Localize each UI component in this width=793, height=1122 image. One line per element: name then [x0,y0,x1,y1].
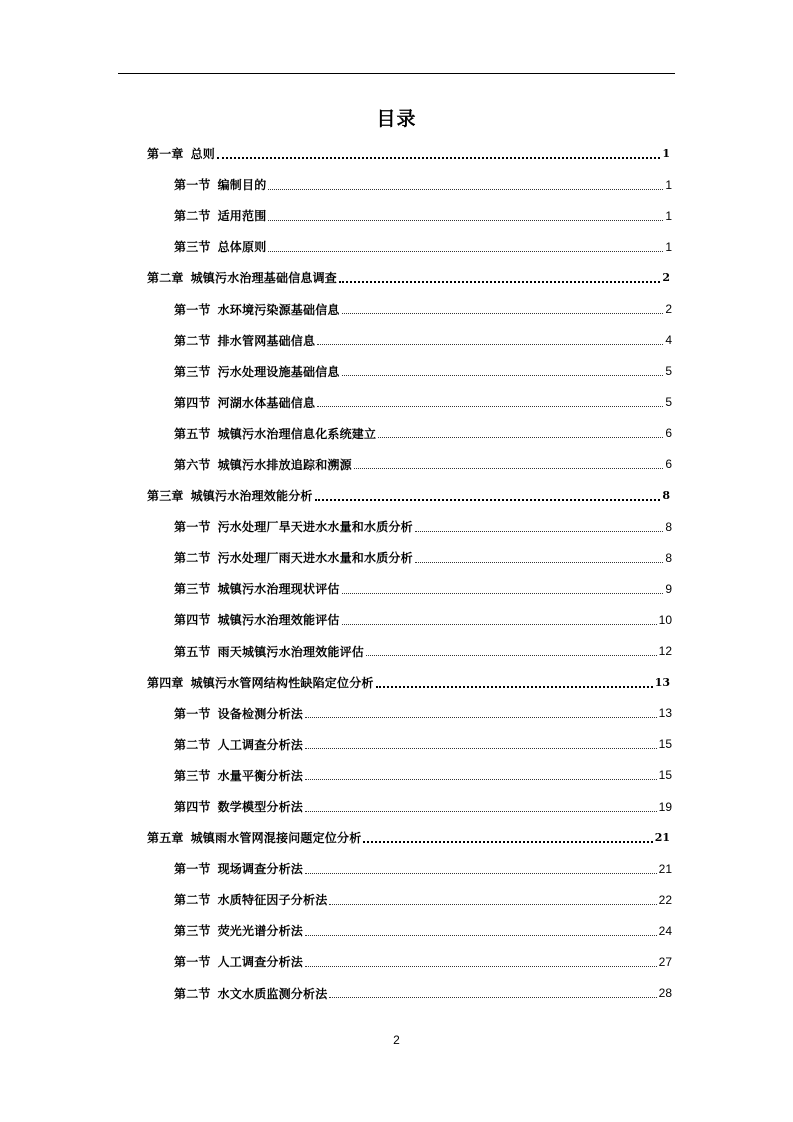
toc-entry-page: 10 [658,612,672,627]
toc-section-entry[interactable] [0,542,793,573]
toc-section-entry[interactable] [0,636,793,667]
dot-leader [268,188,663,190]
dot-leader [305,747,657,749]
toc-entry-number: 第六节 [174,457,211,472]
toc-entry-title: 污水处理厂旱天进水水量和水质分析 [217,520,413,535]
toc-entry-number: 第四节 [174,395,211,410]
toc-entry-page: 1 [662,147,670,161]
table-of-contents [0,138,793,1009]
toc-entry-label [174,456,352,473]
toc-entry-label [147,829,361,846]
toc-chapter-entry[interactable] [0,480,793,511]
toc-entry-number: 第五节 [174,426,211,441]
toc-entry-label [174,425,376,442]
toc-entry-label [147,674,374,691]
toc-entry-label [174,332,315,349]
toc-entry-page: 1 [665,208,672,223]
toc-entry-title: 编制目的 [217,178,267,193]
dot-leader [342,374,664,376]
toc-entry-title: 雨天城镇污水治理效能评估 [217,644,365,659]
toc-entry-number: 第二章 [147,271,184,286]
toc-entry-page: 5 [665,364,672,379]
toc-entry-label [174,953,303,970]
toc-entry-number: 第三章 [147,489,184,504]
toc-entry-label [174,767,303,784]
toc-section-entry[interactable] [0,978,793,1009]
dot-leader [342,592,664,594]
toc-section-entry[interactable] [0,915,793,946]
toc-entry-title: 城镇污水排放追踪和溯源 [217,457,352,472]
toc-entry-page: 5 [665,395,672,410]
toc-entry-title: 城镇污水管网结构性缺陷定位分析 [190,675,374,690]
toc-entry-number: 第四节 [174,613,211,628]
toc-entry-page: 4 [665,333,672,348]
toc-entry-label [147,487,313,504]
dot-leader [366,654,657,656]
toc-section-entry[interactable] [0,853,793,884]
toc-entry-title: 城镇雨水管网混接问题定位分析 [190,831,362,846]
toc-entry-title: 河湖水体基础信息 [217,395,316,410]
toc-entry-page: 12 [658,644,672,659]
dot-leader [415,561,664,563]
toc-entry-page: 13 [654,675,670,689]
toc-section-entry[interactable] [0,698,793,729]
toc-entry-number: 第五章 [147,831,184,846]
toc-entry-page: 28 [658,986,672,1001]
toc-entry-number: 第一节 [174,706,211,721]
toc-entry-number: 第一节 [174,955,211,970]
dot-leader [305,716,657,718]
dot-leader [315,498,661,501]
toc-entry-page: 6 [665,457,672,472]
dot-leader [305,934,657,936]
page-title: 目录 [376,108,417,130]
toc-entry-page: 27 [658,954,672,969]
dot-leader [329,903,656,905]
toc-section-entry[interactable] [0,946,793,977]
dot-leader [354,467,664,469]
toc-section-entry[interactable] [0,449,793,480]
toc-chapter-entry[interactable] [0,667,793,698]
toc-entry-number: 第一章 [147,147,184,162]
toc-entry-number: 第一节 [174,862,211,877]
toc-entry-number: 第三节 [174,924,211,939]
toc-entry-page: 9 [665,581,672,596]
dot-leader [305,810,657,812]
toc-entry-page: 21 [654,831,670,845]
toc-entry-label [174,922,303,939]
toc-entry-title: 水文水质监测分析法 [217,986,328,1001]
toc-section-entry[interactable] [0,729,793,760]
toc-entry-title: 城镇污水治理效能评估 [217,613,340,628]
dot-leader [363,840,652,843]
toc-entry-page: 8 [665,519,672,534]
toc-section-entry[interactable] [0,418,793,449]
toc-entry-label [174,207,266,224]
toc-entry-title: 适用范围 [217,209,267,224]
toc-entry-page: 21 [658,861,672,876]
toc-entry-page: 6 [665,426,672,441]
dot-leader [415,530,664,532]
toc-entry-number: 第三节 [174,364,211,379]
toc-entry-title: 人工调查分析法 [217,737,304,752]
dot-leader [317,405,663,407]
toc-section-entry[interactable] [0,200,793,231]
toc-entry-title: 荧光光谱分析法 [217,924,304,939]
toc-entry-page: 15 [658,737,672,752]
toc-entry-page: 15 [658,768,672,783]
toc-entry-page: 1 [665,239,672,254]
toc-entry-title: 污水处理设施基础信息 [217,364,340,379]
dot-leader [217,156,660,159]
header-rule [118,73,675,74]
toc-section-entry[interactable] [0,169,793,200]
toc-section-entry[interactable] [0,387,793,418]
toc-entry-number: 第三节 [174,582,211,597]
toc-entry-number: 第三节 [174,768,211,783]
toc-section-entry[interactable] [0,884,793,915]
toc-entry-label [147,269,337,286]
dot-leader [329,996,656,998]
toc-entry-label [174,643,364,660]
toc-entry-page: 2 [662,271,670,285]
dot-leader [305,872,657,874]
toc-section-entry[interactable] [0,231,793,262]
toc-entry-label [174,985,327,1002]
toc-entry-title: 人工调查分析法 [217,955,304,970]
dot-leader [342,312,664,314]
toc-entry-title: 城镇污水治理现状评估 [217,582,340,597]
dot-leader [339,280,660,283]
toc-section-entry[interactable] [0,511,793,542]
toc-entry-label [174,394,315,411]
toc-section-entry[interactable] [0,760,793,791]
toc-entry-page: 1 [665,177,672,192]
toc-entry-title: 总则 [190,147,216,162]
toc-entry-label [174,611,340,628]
page-number: 2 [393,1033,400,1047]
toc-entry-number: 第二节 [174,893,211,908]
toc-entry-number: 第三节 [174,240,211,255]
toc-section-entry[interactable] [0,791,793,822]
toc-entry-label [174,705,303,722]
toc-entry-label [174,518,413,535]
toc-entry-number: 第一节 [174,520,211,535]
dot-leader [342,623,657,625]
toc-chapter-entry[interactable] [0,138,793,169]
toc-section-entry[interactable] [0,325,793,356]
toc-entry-number: 第一节 [174,302,211,317]
toc-entry-title: 污水处理厂雨天进水水量和水质分析 [217,551,413,566]
toc-entry-number: 第一节 [174,178,211,193]
toc-entry-label [147,145,215,162]
toc-entry-number: 第二节 [174,737,211,752]
dot-leader [317,343,663,345]
toc-entry-label [174,363,340,380]
dot-leader [268,219,663,221]
toc-entry-page: 22 [658,892,672,907]
toc-entry-title: 数学模型分析法 [217,800,304,815]
toc-entry-label [174,549,413,566]
toc-section-entry[interactable] [0,293,793,324]
toc-entry-title: 水量平衡分析法 [217,768,304,783]
toc-entry-number: 第二节 [174,209,211,224]
dot-leader [305,778,657,780]
toc-entry-number: 第四章 [147,675,184,690]
toc-entry-title: 现场调查分析法 [217,862,304,877]
toc-entry-number: 第四节 [174,800,211,815]
toc-entry-label [174,580,340,597]
toc-entry-label [174,176,266,193]
toc-section-entry[interactable] [0,573,793,604]
toc-section-entry[interactable] [0,356,793,387]
dot-leader [376,685,653,688]
toc-section-entry[interactable] [0,604,793,635]
toc-entry-label [174,301,340,318]
toc-entry-number: 第二节 [174,333,211,348]
toc-entry-page: 19 [658,799,672,814]
toc-entry-page: 8 [665,550,672,565]
toc-entry-title: 设备检测分析法 [217,706,304,721]
toc-entry-title: 城镇污水治理信息化系统建立 [217,426,377,441]
toc-chapter-entry[interactable] [0,822,793,853]
toc-entry-label [174,860,303,877]
toc-entry-title: 排水管网基础信息 [217,333,316,348]
toc-entry-title: 水环境污染源基础信息 [217,302,340,317]
toc-entry-label [174,238,266,255]
toc-entry-label [174,798,303,815]
dot-leader [305,965,657,967]
toc-entry-title: 城镇污水治理效能分析 [190,489,313,504]
toc-entry-page: 13 [658,706,672,721]
dot-leader [378,436,663,438]
toc-entry-number: 第二节 [174,986,211,1001]
toc-entry-number: 第二节 [174,551,211,566]
toc-entry-title: 城镇污水治理基础信息调查 [190,271,338,286]
toc-entry-number: 第五节 [174,644,211,659]
toc-chapter-entry[interactable] [0,262,793,293]
dot-leader [268,250,663,252]
toc-entry-label [174,891,327,908]
toc-entry-title: 水质特征因子分析法 [217,893,328,908]
toc-entry-page: 8 [662,489,670,503]
toc-entry-title: 总体原则 [217,240,267,255]
toc-entry-page: 24 [658,923,672,938]
toc-entry-page: 2 [665,302,672,317]
toc-entry-label [174,736,303,753]
